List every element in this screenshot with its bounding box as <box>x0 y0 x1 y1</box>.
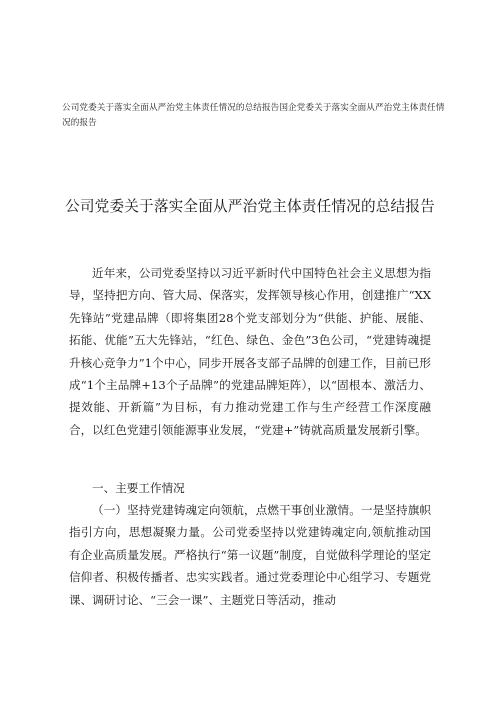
document-header: 公司党委关于落实全面从严治党主体责任情况的总结报告国企党委关于落实全面从严治党主体责任情况的报告 <box>62 103 445 128</box>
section-heading-main-work: 一、主要工作情况 <box>92 481 185 495</box>
section-paragraph-1: （一）坚持党建铸魂定向领航，点燃干事创业激情。一是坚持旗帜指引方向，思想凝聚力量。公司党委坚持以党建铸魂定向,领航推动国有企业高质量发展。严格执行“第一议题”制度，自觉做科学理论的坚定信仰者、积极传播者、忠实实践者。通过党委理论中心组学习、专题党课、调研讨论、“三会一课”、主题党日等活动，推动 <box>69 503 431 607</box>
intro-paragraph: 近年来，公司党委坚持以习近平新时代中国特色社会主义思想为指导，坚持把方向、管大局、保落实，发挥领导核心作用，创建推广“XX先锋站”党建品牌（即将集团28个党支部划分为“供能、护能、展能、拓能、优能”五大先锋站，“红色、绿色、金色”3色公司，“党建铸魂提升核心竞争力”1个中心，同步开展各支部子品牌的创建工作，目前已形成“1个主品牌+13个子品牌”的党建品牌矩阵），以“固根本、激活力、提效能、开新篇”为目标，有力推动党建工作与生产经营工作深度融合，以红色党建引领能源事业发展，“党建+”铸就高质量发展新引擎。 <box>69 266 431 437</box>
document-title: 公司党委关于落实全面从严治党主体责任情况的总结报告 <box>65 198 435 215</box>
